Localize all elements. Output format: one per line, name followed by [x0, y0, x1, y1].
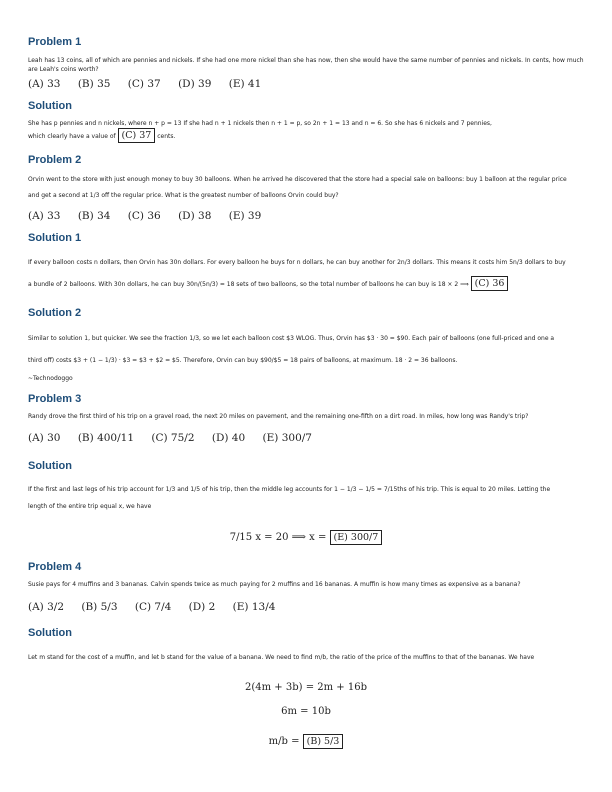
solution-4-eq-3 [28, 736, 584, 747]
choice: (B) 35 [77, 78, 111, 90]
problem-2-heading: Problem 2 [28, 154, 82, 166]
equation-text: 7/15 x = 20 ⟹ x = [229, 532, 327, 543]
solution-2a-line-2 [28, 279, 584, 289]
solution-1-heading: Solution [28, 100, 72, 112]
solution-2b-heading: Solution 2 [28, 307, 82, 319]
choice: (A) 33 [28, 210, 61, 222]
problem-2-line-2: and get a second at 1/3 off the regular price. What is the greatest number of balloons Orvin could buy? [28, 192, 339, 199]
solution-4-eq-1: 2(4m + 3b) = 2m + 16b [245, 682, 367, 693]
solution-2b-line-2: third off) costs $3 + (1 − 1/3) · $3 = $3 + $2 = $5. Therefore, Orvin can buy $90/$5 = 18 pairs of balloons, at maximum. 18 · 2 = 36 balloons. [28, 357, 458, 364]
solution-4-line-1: Let m stand for the cost of a muffin, and let b stand for the value of a banana. We need to find m/b, the ratio of the price of the muffins to that of the bananas. We have [28, 654, 535, 661]
choice: (A) 30 [28, 432, 61, 444]
problem-1-heading: Problem 1 [28, 36, 82, 48]
problem-3-text: Randy drove the first third of his trip on a gravel road, the next 20 miles on pavement, and the remaining one-fifth on a dirt road. In miles, how long was Randy's trip? [28, 413, 529, 420]
choice: (E) 39 [228, 210, 262, 222]
choice: (D) 40 [211, 432, 246, 444]
choice: (B) 34 [77, 210, 111, 222]
solution-3-line-1: If the first and last legs of his trip account for 1/3 and 1/5 of his trip, then the middle leg accounts for 1 − 1/3 − 1/5 = 7/15ths of his trip. This is equal to 20 miles. Letting the [28, 486, 551, 493]
choice: (C) 37 [127, 78, 161, 90]
solution-3-line-2: length of the entire trip equal x, we have [28, 503, 152, 510]
problem-1-choices [28, 78, 275, 90]
choice: (B) 5/3 [81, 601, 118, 613]
problem-4-heading: Problem 4 [28, 561, 82, 573]
problem-2-choices [28, 210, 275, 222]
solution-4-heading: Solution [28, 627, 72, 639]
choice: (C) 7/4 [134, 601, 172, 613]
solution-1-line-2 [28, 131, 584, 141]
problem-1-text: Leah has 13 coins, all of which are pennies and nickels. If she had one more nickel than she has now, then she would have the same number of pennies and nickels. In cents, how much are Leah's coins worth? [28, 57, 584, 73]
solution-text: a bundle of 2 balloons. With 30n dollars, he can buy 30n/(5n/3) = 18 sets of two balloons, so the total number of balloons he can buy is 18 × 2 ⟹ [28, 281, 469, 288]
solution-4-eq-2: 6m = 10b [281, 706, 331, 717]
problem-2-line-1: Orvin went to the store with just enough money to buy 30 balloons. When he arrived he discovered that the store had a special sale on balloons: buy 1 balloon at the regular price [28, 176, 567, 183]
solution-3-heading: Solution [28, 460, 72, 472]
solution-2b-author: ~Technodoggo [28, 375, 73, 382]
problem-4-choices [28, 601, 289, 613]
choice: (E) 41 [228, 78, 262, 90]
choice: (D) 2 [188, 601, 216, 613]
solution-2a-line-1: If every balloon costs n dollars, then Orvin has 30n dollars. For every balloon he buys for n dollars, he can buy another for 2n/3 dollars. This means it costs him 5n/3 dollars to buy [28, 259, 566, 266]
solution-3-equation [28, 532, 584, 543]
solution-text: cents. [157, 133, 176, 140]
problem-4-text: Susie pays for 4 muffins and 3 bananas. Calvin spends twice as much paying for 2 muffins and 16 bananas. A muffin is how many times as expensive as a banana? [28, 581, 521, 588]
answer-box: (E) 300/7 [330, 530, 383, 545]
problem-3-choices [28, 432, 326, 444]
equation-text: m/b = [268, 736, 300, 747]
solution-text: which clearly have a value of [28, 133, 116, 140]
choice: (A) 3/2 [28, 601, 65, 613]
solution-2a-heading: Solution 1 [28, 232, 82, 244]
choice: (A) 33 [28, 78, 61, 90]
choice: (B) 400/11 [77, 432, 135, 444]
solution-2b-line-1: Similar to solution 1, but quicker. We see the fraction 1/3, so we let each balloon cost $3 WLOG. Thus, Orvin has $3 · 30 = $90. Each pair of balloons (one full-priced and one a [28, 335, 555, 342]
choice: (C) 36 [127, 210, 161, 222]
answer-box: (C) 37 [118, 128, 156, 143]
choice: (E) 300/7 [262, 432, 312, 444]
choice: (E) 13/4 [232, 601, 276, 613]
choice: (D) 39 [178, 78, 212, 90]
answer-box: (C) 36 [471, 276, 509, 291]
problem-3-heading: Problem 3 [28, 393, 82, 405]
solution-1-line-1: She has p pennies and n nickels, where n + p = 13 If she had n + 1 nickels then n + 1 = p, so 2n + 1 = 13 and n = 6. So she has 6 nickels and 7 pennies, [28, 120, 492, 127]
choice: (C) 75/2 [151, 432, 195, 444]
answer-box: (B) 5/3 [303, 734, 344, 749]
choice: (D) 38 [178, 210, 212, 222]
